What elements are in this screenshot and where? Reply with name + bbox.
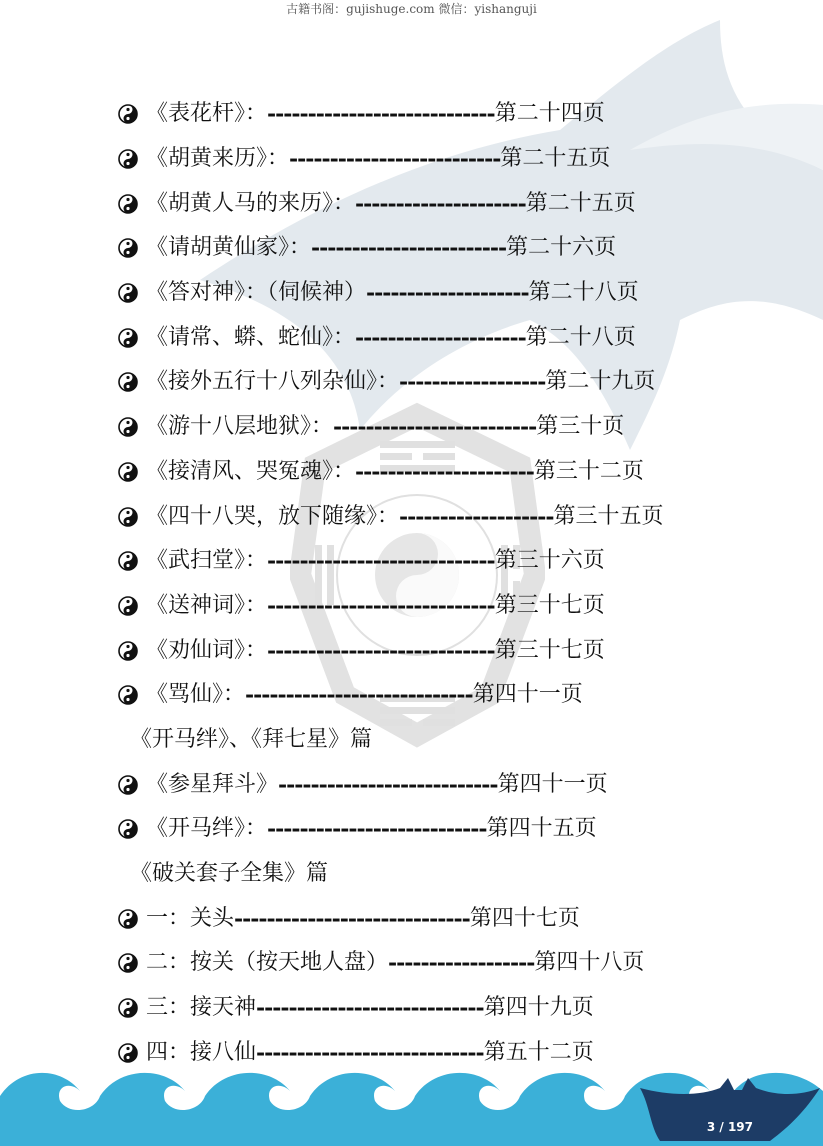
page-number: 3 / 197 — [706, 1120, 753, 1134]
header-watermark: 古籍书阁：gujishuge.com 微信：yishanguji — [286, 2, 537, 16]
toc-title: 《送神词》： — [146, 592, 268, 618]
toc-title: 《接外五行十八列杂仙》： — [146, 369, 400, 395]
toc-page-ref: 第四十一页 — [497, 771, 608, 797]
toc-leader: ------------------------- — [333, 414, 537, 441]
toc-title: 《接清风、哭冤魂》： — [146, 458, 356, 484]
yin-yang-icon — [118, 953, 138, 973]
toc-title: 四：接八仙 — [146, 1039, 257, 1065]
yin-yang-icon — [118, 194, 138, 214]
yin-yang-icon — [118, 328, 138, 348]
toc-leader: ------------------ — [399, 369, 546, 396]
toc-title: 《请常、蟒、蛇仙》： — [146, 324, 356, 350]
toc-page-ref: 第二十八页 — [528, 280, 639, 306]
toc-title: 《胡黄人马的来历》： — [146, 190, 356, 216]
toc-page-ref: 第二十四页 — [494, 101, 605, 127]
yin-yang-icon — [118, 462, 138, 482]
toc-entry — [118, 986, 818, 1031]
toc-leader: ---------------------- — [355, 458, 534, 485]
toc-page-ref: 第三十七页 — [494, 637, 605, 663]
toc-title: 《破关套子全集》篇 — [130, 861, 329, 887]
toc-entry — [118, 181, 818, 226]
toc-title: 《开马绊》、《拜七星》篇 — [130, 726, 373, 752]
toc-leader: ---------------------------- — [267, 101, 495, 128]
table-of-contents — [118, 92, 818, 1075]
yin-yang-icon — [118, 283, 138, 303]
toc-title: 《游十八层地狱》： — [146, 414, 334, 440]
toc-entry — [118, 539, 818, 584]
toc-title: 《劝仙词》： — [146, 637, 268, 663]
toc-title: 《表花杆》： — [146, 101, 268, 127]
toc-title: 《武扫堂》： — [146, 548, 268, 574]
toc-entry — [118, 896, 818, 941]
toc-leader: --------------------- — [355, 190, 526, 217]
toc-entry — [118, 271, 818, 316]
toc-title: 《请胡黄仙家》： — [146, 235, 312, 261]
toc-entry — [118, 405, 818, 450]
toc-page-ref: 第二十九页 — [545, 369, 656, 395]
toc-page-ref: 第四十九页 — [483, 995, 594, 1021]
toc-title: 《开马绊》： — [146, 816, 268, 842]
toc-leader: ------------------ — [388, 950, 535, 977]
toc-leader: -------------------------- — [289, 146, 501, 173]
toc-title: 《胡黄来历》： — [146, 146, 290, 172]
toc-entry — [118, 137, 818, 182]
toc-leader: ---------------------------- — [267, 548, 495, 575]
toc-section-heading — [118, 852, 818, 897]
toc-entry — [118, 628, 818, 673]
toc-title: 《骂仙》： — [146, 682, 246, 708]
wave-footer — [0, 1066, 823, 1146]
toc-leader: ------------------- — [399, 503, 554, 530]
yin-yang-icon — [118, 372, 138, 392]
toc-page-ref: 第三十五页 — [553, 503, 664, 529]
toc-leader: --------------------------- — [267, 816, 487, 843]
yin-yang-icon — [118, 998, 138, 1018]
toc-page-ref: 第二十八页 — [525, 324, 636, 350]
yin-yang-icon — [118, 104, 138, 124]
yin-yang-icon — [118, 819, 138, 839]
toc-page-ref: 第四十一页 — [472, 682, 583, 708]
toc-leader: ---------------------------- — [245, 682, 473, 709]
toc-entry — [118, 450, 818, 495]
yin-yang-icon — [118, 909, 138, 929]
toc-entry — [118, 807, 818, 852]
yin-yang-icon — [118, 1043, 138, 1063]
toc-entry — [118, 226, 818, 271]
toc-entry — [118, 494, 818, 539]
yin-yang-icon — [118, 149, 138, 169]
toc-leader: ---------------------------- — [256, 1039, 484, 1066]
yin-yang-icon — [118, 685, 138, 705]
toc-entry — [118, 762, 818, 807]
yin-yang-icon — [118, 551, 138, 571]
yin-yang-icon — [118, 417, 138, 437]
yin-yang-icon — [118, 238, 138, 258]
toc-leader: --------------------- — [355, 324, 526, 351]
yin-yang-icon — [118, 507, 138, 527]
toc-title: 一：关头 — [146, 905, 235, 931]
toc-page-ref: 第四十五页 — [486, 816, 597, 842]
toc-leader: ------------------------ — [311, 235, 507, 262]
toc-leader: ---------------------------- — [267, 592, 495, 619]
toc-title: 三：接天神 — [146, 995, 257, 1021]
toc-title: 《参星拜斗》 — [146, 771, 279, 797]
toc-leader: ---------------------------- — [256, 995, 484, 1022]
toc-page-ref: 第三十二页 — [533, 458, 644, 484]
toc-entry — [118, 360, 818, 405]
yin-yang-icon — [118, 596, 138, 616]
toc-leader: --------------------------- — [278, 771, 498, 798]
yin-yang-icon — [118, 641, 138, 661]
toc-page-ref: 第三十页 — [536, 414, 625, 440]
toc-entry — [118, 941, 818, 986]
toc-entry — [118, 92, 818, 137]
toc-title: 《四十八哭，放下随缘》： — [146, 503, 400, 529]
toc-section-heading — [118, 718, 818, 763]
toc-page-ref: 第三十六页 — [494, 548, 605, 574]
toc-page-ref: 第二十五页 — [500, 146, 611, 172]
toc-entry — [118, 584, 818, 629]
toc-page-ref: 第四十七页 — [469, 905, 580, 931]
toc-title: 二：按关（按天地人盘） — [146, 950, 389, 976]
toc-leader: -------------------- — [366, 280, 529, 307]
toc-page-ref: 第三十七页 — [494, 592, 605, 618]
toc-leader: ----------------------------- — [234, 905, 470, 932]
toc-page-ref: 第二十六页 — [506, 235, 617, 261]
toc-page-ref: 第四十八页 — [534, 950, 645, 976]
toc-entry — [118, 673, 818, 718]
toc-title: 《答对神》：（伺候神） — [146, 280, 367, 306]
toc-leader: ---------------------------- — [267, 637, 495, 664]
toc-page-ref: 第五十二页 — [483, 1039, 594, 1065]
toc-page-ref: 第二十五页 — [525, 190, 636, 216]
yin-yang-icon — [118, 775, 138, 795]
toc-entry — [118, 315, 818, 360]
